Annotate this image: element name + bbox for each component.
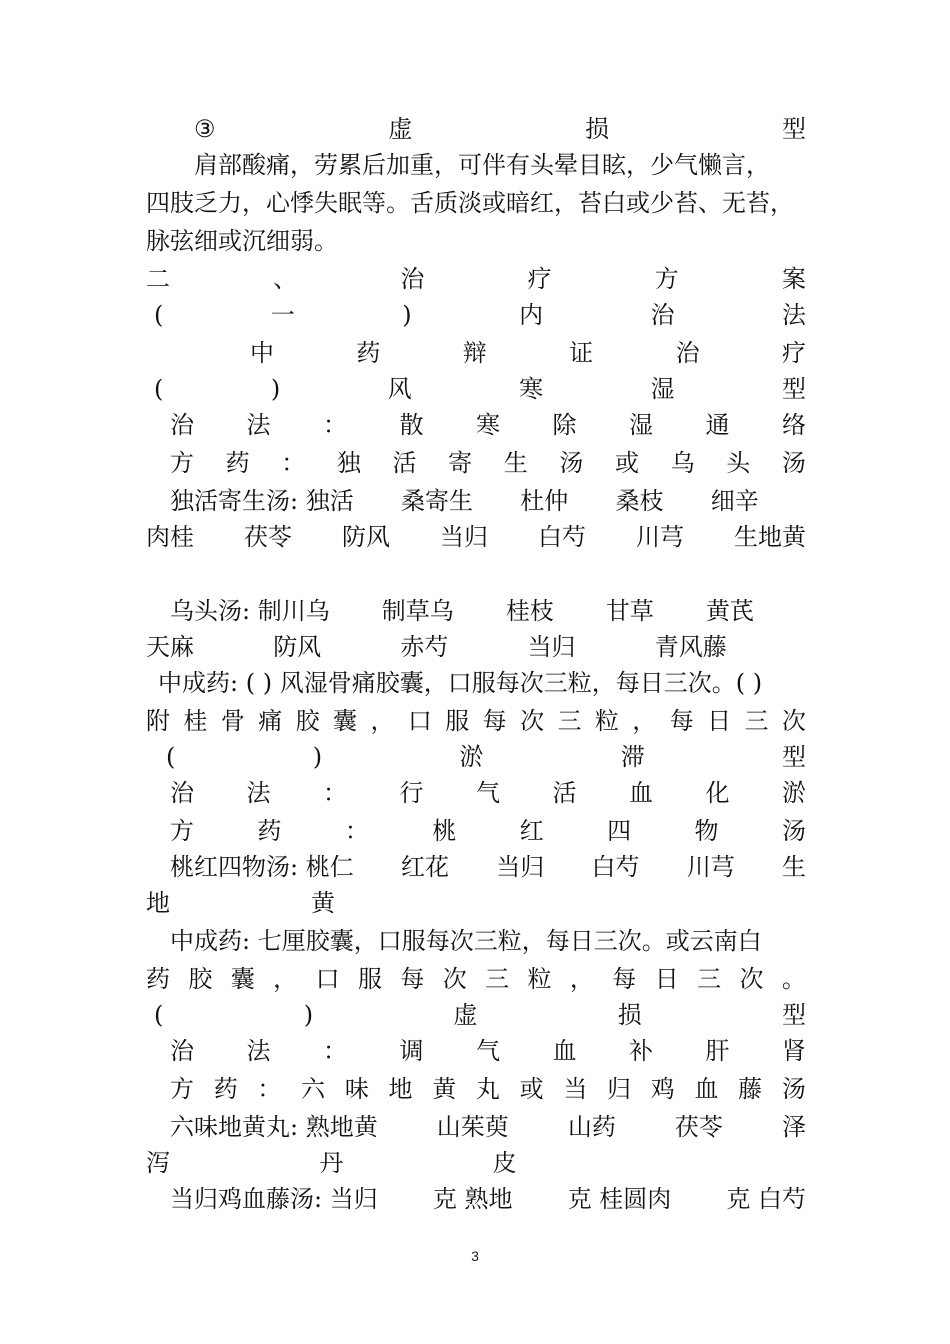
text-segment: 生 <box>503 449 528 477</box>
text-segment: 胶 <box>188 965 213 993</box>
text-segment: 寒 <box>519 375 544 403</box>
text-segment: 汤 <box>559 449 584 477</box>
text-segment: 或 <box>615 449 639 477</box>
text-line <box>170 924 806 958</box>
text-segment: 法 <box>246 1037 271 1065</box>
text-segment: 每 <box>612 965 637 993</box>
text-line <box>154 298 806 332</box>
text-segment: 汤 <box>781 1075 806 1103</box>
text-segment: 皮 <box>492 1149 517 1177</box>
text-segment: 白芍 <box>591 853 640 881</box>
text-segment: 三 <box>744 707 769 735</box>
text-segment: 杜仲 <box>520 487 569 515</box>
text-segment: 桃红四物汤: 桃仁 <box>170 853 354 881</box>
text-segment: 六 <box>301 1075 326 1103</box>
text-segment: 行 <box>399 779 424 807</box>
text-segment: ) <box>270 375 281 403</box>
text-segment: 茯苓 <box>674 1113 723 1141</box>
text-segment: 除 <box>552 411 577 439</box>
text-segment: ： <box>323 411 347 439</box>
text-segment: 桑枝 <box>615 487 664 515</box>
text-segment: 通 <box>705 411 730 439</box>
text-segment: 方 <box>170 1075 194 1103</box>
text-segment: ： <box>257 1075 282 1103</box>
text-segment: 方 <box>654 265 679 293</box>
text-segment: 湿 <box>650 375 675 403</box>
text-segment: 丸 <box>475 1075 500 1103</box>
text-segment: 口 <box>315 965 340 993</box>
text-segment: 骨 <box>220 707 245 735</box>
text-segment: ， <box>632 707 657 735</box>
text-segment: 治 <box>400 265 425 293</box>
text-line <box>170 850 806 884</box>
text-segment: 山药 <box>567 1113 616 1141</box>
text-segment: ) <box>312 743 323 771</box>
text-segment: 滞 <box>620 743 645 771</box>
text-segment: 虚 <box>453 1001 478 1029</box>
text-segment: 川芎 <box>636 523 684 551</box>
text-segment: 中 <box>250 339 274 367</box>
text-segment: 甘草 <box>605 597 654 625</box>
text-line <box>146 1146 666 1180</box>
text-segment: 痛 <box>258 707 283 735</box>
text-segment: 独活寄生汤: 独活 <box>170 487 354 515</box>
text-line <box>170 408 806 442</box>
text-segment: 补 <box>629 1037 653 1065</box>
text-segment: 天麻 <box>146 633 194 661</box>
text-run: 中成药: 七厘胶囊，口服每次三粒，每日三次。或云南白 <box>170 927 762 955</box>
text-segment: 寄 <box>448 449 473 477</box>
text-segment: ) <box>402 301 412 329</box>
text-segment: 黄 <box>311 889 335 917</box>
text-segment: 治 <box>170 779 194 807</box>
text-segment: 乌 <box>670 449 695 477</box>
text-segment: 治 <box>170 411 194 439</box>
text-segment: 湿 <box>629 411 653 439</box>
text-line <box>146 186 806 220</box>
text-segment: 型 <box>781 375 806 403</box>
text-segment: 络 <box>782 411 806 439</box>
text-segment: ， <box>569 965 594 993</box>
text-segment: 药 <box>356 339 381 367</box>
text-segment: 藤 <box>738 1075 763 1103</box>
text-line <box>146 630 806 664</box>
text-segment: 地 <box>146 889 170 917</box>
text-segment: 证 <box>569 339 594 367</box>
text-segment: 口 <box>407 707 432 735</box>
text-segment: 二 <box>146 265 170 293</box>
text-segment: 川芎 <box>686 853 735 881</box>
text-segment: 物 <box>694 817 719 845</box>
text-segment: 肉桂 <box>146 523 194 551</box>
text-segment: 血 <box>629 779 653 807</box>
text-segment: 归 <box>607 1075 632 1103</box>
text-segment: 头 <box>726 449 751 477</box>
text-segment: 汤 <box>781 449 806 477</box>
text-line <box>250 336 806 370</box>
text-segment: ③ <box>194 115 216 143</box>
text-segment: 、 <box>273 265 298 293</box>
text-segment: 活 <box>552 779 577 807</box>
text-segment: 桃 <box>432 817 457 845</box>
text-segment: 血 <box>694 1075 719 1103</box>
text-segment: ： <box>344 817 369 845</box>
text-segment: 防风 <box>342 523 390 551</box>
text-line <box>170 814 806 848</box>
text-segment: 囊 <box>230 965 255 993</box>
text-run: 四肢乏力，心悸失眠等。舌质淡或暗红，苔白或少苔、无苔， <box>146 189 794 217</box>
text-line <box>154 998 806 1032</box>
text-segment: 方 <box>170 817 194 845</box>
text-segment: 血 <box>552 1037 577 1065</box>
text-segment: 一 <box>270 301 295 329</box>
text-segment: 当归鸡血藤汤: 当归 <box>170 1185 378 1213</box>
text-line <box>146 520 806 554</box>
text-segment: 损 <box>585 115 610 143</box>
text-line <box>146 962 806 996</box>
text-segment: 生 <box>781 853 806 881</box>
text-segment: 。 <box>781 965 806 993</box>
text-run: 肩部酸痛，劳累后加重，可伴有头晕目眩，少气懒言， <box>194 151 770 179</box>
text-segment: 桂枝 <box>505 597 554 625</box>
text-segment: 每 <box>400 965 425 993</box>
text-segment: 三 <box>557 707 582 735</box>
text-segment: 地 <box>388 1075 413 1103</box>
text-segment: 淤 <box>459 743 484 771</box>
text-segment: 粒 <box>594 707 619 735</box>
text-segment: 三 <box>485 965 510 993</box>
text-segment: 当归 <box>527 633 576 661</box>
text-segment: ， <box>273 965 298 993</box>
text-segment: 每 <box>669 707 694 735</box>
text-segment: 次 <box>520 707 545 735</box>
text-segment: 治 <box>675 339 700 367</box>
text-segment: 淤 <box>782 779 806 807</box>
text-segment: 调 <box>399 1037 424 1065</box>
text-segment: 药 <box>225 449 250 477</box>
text-segment: 肾 <box>782 1037 806 1065</box>
text-segment: 泽 <box>781 1113 806 1141</box>
text-segment: 克 白芍 <box>726 1185 806 1213</box>
text-segment: ： <box>323 1037 347 1065</box>
text-segment: 生地黄 <box>734 523 806 551</box>
text-segment: 细辛 <box>710 487 759 515</box>
text-segment: 当 <box>563 1075 588 1103</box>
text-segment: 寒 <box>476 411 500 439</box>
text-segment: 服 <box>445 707 470 735</box>
text-segment: 虚 <box>388 115 413 143</box>
text-line <box>170 1072 806 1106</box>
text-segment: 散 <box>399 411 424 439</box>
text-segment: 药 <box>257 817 282 845</box>
text-segment: 法 <box>246 779 271 807</box>
text-segment: 白芍 <box>538 523 586 551</box>
text-run: 脉弦细或沉细弱。 <box>146 227 338 255</box>
text-segment: 黄 <box>432 1075 457 1103</box>
text-segment: ( <box>154 1001 164 1029</box>
text-segment: 疗 <box>781 339 806 367</box>
text-line <box>170 594 806 628</box>
text-line <box>166 740 806 774</box>
text-segment: 红花 <box>400 853 449 881</box>
text-segment: 法 <box>246 411 271 439</box>
text-segment: 鸡 <box>650 1075 675 1103</box>
text-segment: 风 <box>387 375 412 403</box>
text-segment: 方 <box>170 449 194 477</box>
text-segment: 味 <box>344 1075 369 1103</box>
text-segment: ) <box>303 1001 314 1029</box>
text-segment: 赤芍 <box>400 633 449 661</box>
text-segment: ( <box>166 743 176 771</box>
text-segment: 四 <box>607 817 632 845</box>
text-line <box>170 1110 806 1144</box>
text-segment: ： <box>323 779 347 807</box>
text-segment: 内 <box>519 301 544 329</box>
text-segment: 化 <box>705 779 730 807</box>
text-line <box>146 704 806 738</box>
text-segment: 山茱萸 <box>436 1113 509 1141</box>
text-line <box>170 484 806 518</box>
text-segment: 药 <box>213 1075 238 1103</box>
text-segment: 克 桂圆肉 <box>567 1185 672 1213</box>
text-segment: 丹 <box>319 1149 344 1177</box>
text-segment: 损 <box>617 1001 642 1029</box>
text-segment: 次 <box>781 707 806 735</box>
text-segment: 泻 <box>146 1149 170 1177</box>
text-segment: 桂 <box>183 707 208 735</box>
text-segment: 次 <box>442 965 467 993</box>
text-segment: 法 <box>781 301 806 329</box>
text-segment: 当归 <box>496 853 545 881</box>
text-segment: 红 <box>519 817 544 845</box>
text-segment: 防风 <box>273 633 322 661</box>
text-segment: 附 <box>146 707 170 735</box>
text-segment: 六味地黄丸: 熟地黄 <box>170 1113 378 1141</box>
text-segment: 日 <box>707 707 732 735</box>
text-segment: 独 <box>336 449 361 477</box>
text-line <box>194 112 806 146</box>
text-segment: 乌头汤: 制川乌 <box>170 597 330 625</box>
text-segment: 服 <box>357 965 382 993</box>
text-line <box>146 886 476 920</box>
text-segment: 或 <box>519 1075 544 1103</box>
text-line <box>146 262 806 296</box>
text-segment: 疗 <box>527 265 552 293</box>
text-segment: 辩 <box>462 339 487 367</box>
text-segment: 汤 <box>781 817 806 845</box>
text-line <box>158 666 806 700</box>
text-segment: 粒 <box>527 965 552 993</box>
page-number: 3 <box>471 1248 479 1264</box>
text-segment: ： <box>281 449 306 477</box>
text-line <box>170 776 806 810</box>
text-segment: 型 <box>782 1001 806 1029</box>
text-segment: 型 <box>782 743 806 771</box>
text-line <box>170 1034 806 1068</box>
text-line <box>146 224 806 258</box>
text-segment: 桑寄生 <box>400 487 473 515</box>
text-segment: 治 <box>170 1037 194 1065</box>
text-segment: 青风藤 <box>654 633 727 661</box>
text-segment: 囊 <box>333 707 358 735</box>
text-line <box>194 148 806 182</box>
text-segment: 气 <box>476 779 500 807</box>
text-segment: 三 <box>697 965 722 993</box>
text-segment: 日 <box>654 965 679 993</box>
text-segment: 治 <box>650 301 675 329</box>
text-segment: 肝 <box>705 1037 730 1065</box>
text-run: 中成药: ( ) 风湿骨痛胶囊，口服每次三粒，每日三次。( ) <box>158 669 763 697</box>
text-segment: 黄芪 <box>705 597 754 625</box>
text-segment: 当归 <box>440 523 488 551</box>
text-segment: ( <box>154 301 164 329</box>
text-segment: 次 <box>739 965 764 993</box>
text-segment: 活 <box>392 449 417 477</box>
text-segment: 茯苓 <box>244 523 292 551</box>
text-segment: 每 <box>482 707 507 735</box>
text-segment: 气 <box>476 1037 500 1065</box>
text-segment: 胶 <box>295 707 320 735</box>
text-line <box>170 1182 806 1216</box>
text-line <box>170 446 806 480</box>
text-segment: ， <box>370 707 395 735</box>
text-segment: 药 <box>146 965 170 993</box>
text-segment: 克 熟地 <box>432 1185 513 1213</box>
text-segment: 制草乌 <box>381 597 454 625</box>
text-segment: 型 <box>782 115 806 143</box>
text-segment: 案 <box>781 265 806 293</box>
text-line <box>154 372 806 406</box>
text-segment: ( <box>154 375 164 403</box>
